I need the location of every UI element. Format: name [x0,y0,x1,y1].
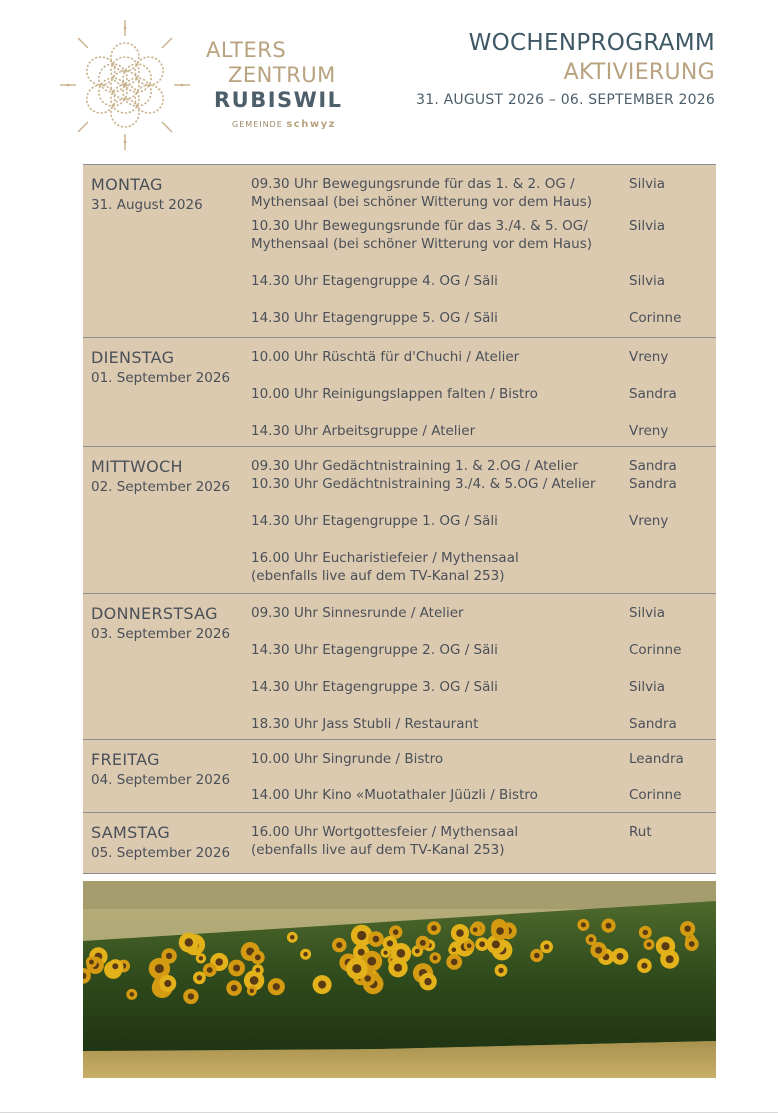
sunflower-center [589,937,594,942]
day-label [91,175,203,215]
sunflower-center [544,944,549,949]
event-description: 14.30 Uhr Arbeitsgruppe / Atelier [251,423,476,439]
event-description: 14.30 Uhr Etagengruppe 2. OG / Säli [251,642,498,658]
sunflower-field-image [83,881,716,1078]
event-staff: Silvia [629,218,666,234]
sunflower-center [456,929,464,937]
event-description: 14.30 Uhr Etagengruppe 3. OG / Säli [251,679,498,695]
sunflower-center [431,925,437,931]
event-staff: Corinne [629,642,682,658]
sunflower-center [303,952,308,957]
logo-wordmark [206,38,343,130]
sunflower-center [479,941,485,947]
sunflower-center [185,938,193,946]
sunflower-center [256,968,261,973]
event-description: 09.30 Uhr Sinnesrunde / Atelier [251,605,464,621]
sunflower-center [452,948,457,953]
event-description: 14.30 Uhr Etagengruppe 5. OG / Säli [251,310,498,326]
event-description: 10.00 Uhr Singrunde / Bistro [251,751,444,767]
date-range: 31. AUGUST 2026 – 06. SEPTEMBER 2026 [416,92,715,108]
event-description: 10.30 Uhr Bewegungsrunde für das 3./4. & 5. OG/ Mythensaal (bei schöner Witterung vor dem Haus) [251,218,593,252]
logo-line-rubiswil: RUBISWIL [214,88,343,112]
sunflower-center [451,959,458,966]
sunflower-center [373,936,380,943]
sunflower-center [661,942,669,950]
sunflower-center [415,949,420,954]
event-staff: Sandra [629,386,677,402]
day-date: 01. September 2026 [91,370,231,386]
sunflower-center [89,960,94,965]
sunflower-center [397,949,406,958]
event-staff: Silvia [629,679,666,695]
day-name: SAMSTAG [91,823,171,842]
sunflower-center [290,935,295,940]
day-row [83,447,716,594]
sunflower-center [641,963,647,969]
sunflower-center [357,931,366,940]
event-description: 18.30 Uhr Jass Stubli / Restaurant [251,716,479,732]
page-subtitle: AKTIVIERUNG [563,60,715,85]
event-description: 14.00 Uhr Kino «Muotathaler Jüüzli / Bistro [251,787,538,803]
sunflower-center [367,957,376,966]
event-staff: Silvia [629,273,666,289]
logo-sub-brand: schwyz [286,119,336,130]
sunflower-center [207,967,213,973]
sunflower-center [155,964,164,973]
day-row [83,740,716,813]
sunflower-center [358,949,365,956]
event-staff: Vreny [629,349,669,365]
day-date: 05. September 2026 [91,845,231,861]
sunflower-center [534,953,540,959]
event-description: 14.30 Uhr Etagengruppe 4. OG / Säli [251,273,498,289]
day-name: FREITAG [91,750,160,769]
day-name: DIENSTAG [91,348,175,367]
day-row [83,813,716,874]
sunflower-center [473,927,478,932]
sunflower-center [215,958,223,966]
sunflower-center [250,976,259,985]
sunflower-center [617,953,624,960]
sunflower-center [684,926,690,932]
flower-of-life-logo-icon [58,18,192,152]
sunflower-center [498,968,503,973]
event-description: 16.00 Uhr Wortgottesfeier / Mythensaal (ebenfalls live auf dem TV-Kanal 253) [251,824,519,858]
day-name: MITTWOCH [91,457,183,476]
logo-subline [206,119,343,130]
event-staff: Silvia [629,605,666,621]
event-staff: Sandra [629,458,677,474]
sunflower-center [394,964,402,972]
day-label [91,604,230,644]
sunflower-center [352,964,361,973]
day-label [91,457,230,497]
sunflower-center [384,951,388,955]
event-description: 10.00 Uhr Rüschtä für d'Chuchi / Atelier [251,349,520,365]
sunflower-center [112,963,118,969]
day-name: DONNERSTSAG [91,604,218,623]
day-row [83,165,716,338]
sunflower-center [647,942,652,947]
sunflower-center [199,956,203,960]
day-date: 04. September 2026 [91,772,231,788]
page-header [416,28,715,112]
event-staff: Vreny [629,513,669,529]
logo-line-zentrum: ZENTRUM [228,63,336,87]
event-staff: Silvia [629,176,666,192]
day-name: MONTAG [91,175,163,194]
sunflower-center [233,965,240,972]
sunflower-center [273,983,280,990]
sunflower-center [420,940,426,946]
event-staff: Sandra [629,476,677,492]
sunflower-center [164,980,171,987]
sunflower-center [606,923,612,929]
sunflower-center [387,940,393,946]
event-staff: Rut [629,824,652,840]
sunflower-center [250,989,254,993]
sunflower-center [496,927,504,935]
day-date: 02. September 2026 [91,479,231,495]
sunflower-center [467,943,472,948]
weekly-schedule-table [83,164,716,874]
sunflower-field-photo [83,881,716,1078]
day-label [91,823,230,863]
day-date: 31. August 2026 [91,197,203,213]
sunflower-center [130,992,135,997]
event-description: 14.30 Uhr Etagengruppe 1. OG / Säli [251,513,498,529]
sunflower-center [365,975,371,981]
event-description: 09.30 Uhr Gedächtnistraining 1. & 2.OG / Atelier [251,458,579,474]
sunflower-center [255,955,261,961]
day-label [91,750,230,790]
sunflower-center [433,956,438,961]
event-staff: Corinne [629,787,682,803]
sunflower-center [166,953,172,959]
sunflower-center [492,940,500,948]
event-description: 10.00 Uhr Reinigungslappen falten / Bistro [251,386,538,402]
sunflower-center [188,993,194,999]
logo-line-alters: ALTERS [206,38,287,62]
day-label [91,348,230,388]
sunflower-center [393,929,399,935]
sunflower-center [689,941,695,947]
event-description: 16.00 Uhr Eucharistiefeier / Mythensaal (ebenfalls live auf dem TV-Kanal 253) [251,550,519,584]
sunflower-center [197,975,202,980]
page-bottom-rule [0,1112,778,1113]
sunflower-center [666,955,674,963]
day-date: 03. September 2026 [91,626,231,642]
sunflower-center [336,942,342,948]
sunflower-center [318,981,326,989]
sunflower-center [424,978,431,985]
sunflower-center [231,985,238,992]
event-staff: Sandra [629,716,677,732]
sunflower-center [595,947,602,954]
day-row [83,338,716,447]
event-staff: Vreny [629,423,669,439]
event-description: 09.30 Uhr Bewegungsrunde für das 1. & 2. OG / Mythensaal (bei schöner Witterung vor dem Haus) [251,176,593,210]
page-title: WOCHENPROGRAMM [468,30,715,56]
event-staff: Leandra [629,751,684,767]
sunflower-center [643,930,648,935]
day-row [83,594,716,740]
event-staff: Corinne [629,310,682,326]
logo-sub-prefix: GEMEINDE [232,120,283,129]
event-description: 10.30 Uhr Gedächtnistraining 3./4. & 5.OG / Atelier [251,476,596,492]
sunflower-center [581,922,586,927]
